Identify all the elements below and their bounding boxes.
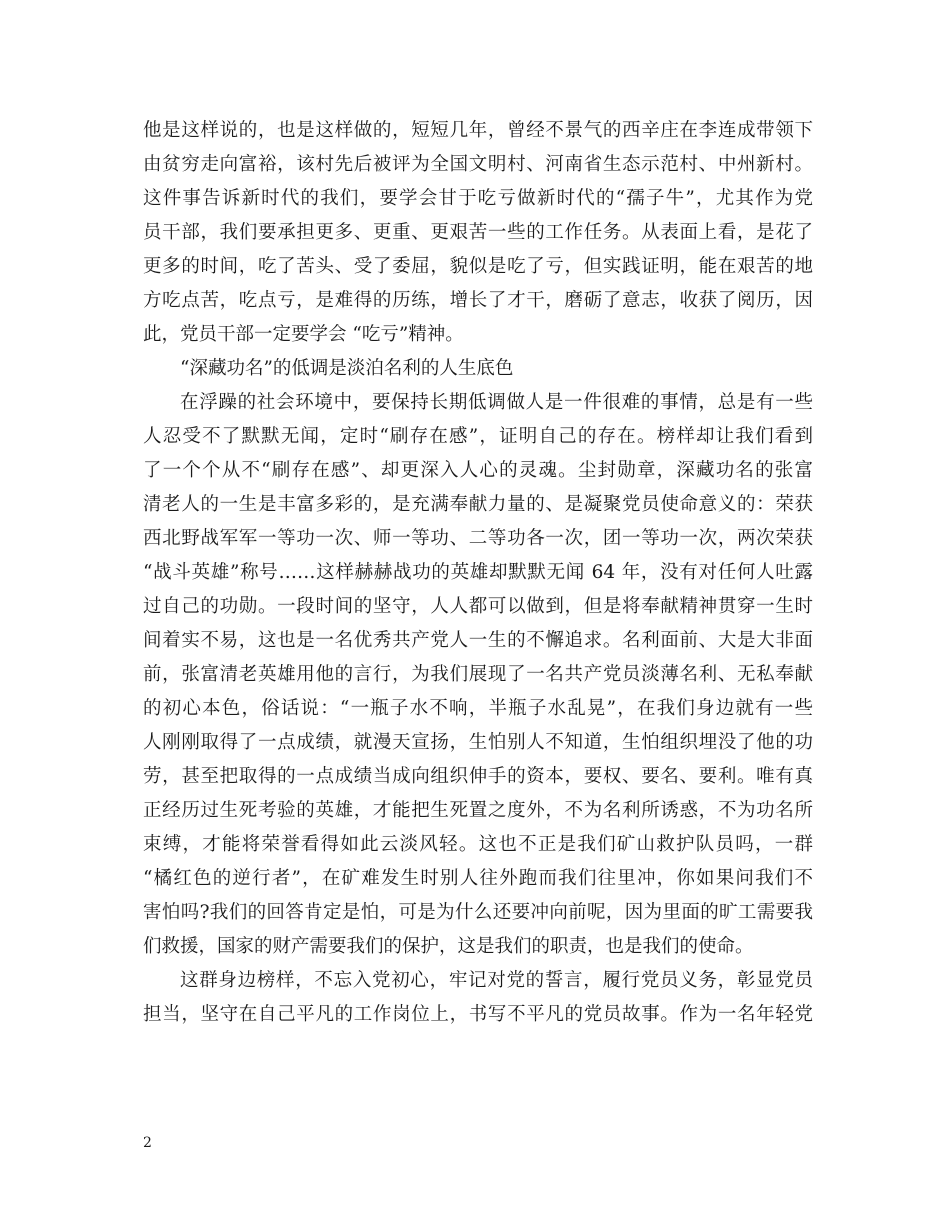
body-text-line: 此，党员干部一定要学会 “吃亏”精神。 [143, 324, 464, 345]
body-text-line: 害怕吗?我们的回答肯定是怕，可是为什么还要冲向前呢，因为里面的旷工需要我 [143, 902, 813, 923]
body-text-line: 了一个个从不“刷存在感”、却更深入人心的灵魂。尘封勋章，深藏功名的张富 [143, 460, 813, 481]
page-number: 2 [143, 1135, 152, 1151]
body-text-line: 担当，坚守在自己平凡的工作岗位上，书写不平凡的党员故事。作为一名年轻党 [143, 1004, 813, 1025]
body-text-line: 这群身边榜样，不忘入党初心，牢记对党的誓言，履行党员义务，彰显党员 [180, 970, 813, 991]
body-text-line: 在浮躁的社会环境中，要保持长期低调做人是一件很难的事情，总是有一些 [180, 392, 813, 413]
body-text-line: 劳，甚至把取得的一点成绩当成向组织伸手的资本，要权、要名、要利。唯有真 [143, 766, 813, 787]
body-text-line: 们救援，国家的财产需要我们的保护，这是我们的职责，也是我们的使命。 [143, 936, 754, 957]
body-text-line: 过自己的功勋。一段时间的坚守，人人都可以做到，但是将奉献精神贯穿一生时 [143, 596, 813, 617]
body-text-line: 这件事告诉新时代的我们，要学会甘于吃亏做新时代的“孺子牛”，尤其作为党 [143, 188, 813, 209]
body-text-line: 人忍受不了默默无闻，定时“刷存在感”，证明自己的存在。榜样却让我们看到 [143, 426, 813, 447]
body-text-line: 束缚，才能将荣誉看得如此云淡风轻。这也不正是我们矿山救护队员吗，一群 [143, 834, 813, 855]
body-text-line: 由贫穷走向富裕，该村先后被评为全国文明村、河南省生态示范村、中州新村。 [143, 154, 813, 175]
body-text-line: 人刚刚取得了一点成绩，就漫天宣扬，生怕别人不知道，生怕组织埋没了他的功 [143, 732, 813, 753]
body-text-line: “橘红色的逆行者”，在矿难发生时别人往外跑而我们往里冲，你如果问我们不 [143, 868, 813, 889]
body-text-line: 清老人的一生是丰富多彩的，是充满奉献力量的、是凝聚党员使命意义的：荣获 [143, 494, 813, 515]
body-text-line: 前，张富清老英雄用他的言行，为我们展现了一名共产党员淡薄名利、无私奉献 [143, 664, 813, 685]
body-text-line: 间着实不易，这也是一名优秀共产党人一生的不懈追求。名利面前、大是大非面 [143, 630, 813, 651]
body-text-line: 更多的时间，吃了苦头、受了委屈，貌似是吃了亏，但实践证明，能在艰苦的地 [143, 256, 813, 277]
body-text-line: 方吃点苦，吃点亏，是难得的历练，增长了才干，磨砺了意志，收获了阅历，因 [143, 290, 813, 311]
body-text-line: 他是这样说的，也是这样做的，短短几年，曾经不景气的西辛庄在李连成带领下 [143, 120, 813, 141]
body-text-line: 的初心本色，俗话说：“一瓶子水不响，半瓶子水乱晃”，在我们身边就有一些 [143, 698, 813, 719]
body-text-line: 员干部，我们要承担更多、更重、更艰苦一些的工作任务。从表面上看，是花了 [143, 222, 813, 243]
section-heading: “深藏功名”的低调是淡泊名利的人生底色 [180, 358, 514, 379]
body-text-line: “战斗英雄”称号……这样赫赫战功的英雄却默默无闻 64 年，没有对任何人吐露 [143, 562, 813, 583]
body-text-line: 正经历过生死考验的英雄，才能把生死置之度外，不为名利所诱惑，不为功名所 [143, 800, 813, 821]
body-text-line: 西北野战军军一等功一次、师一等功、二等功各一次，团一等功一次，两次荣获 [143, 528, 813, 549]
